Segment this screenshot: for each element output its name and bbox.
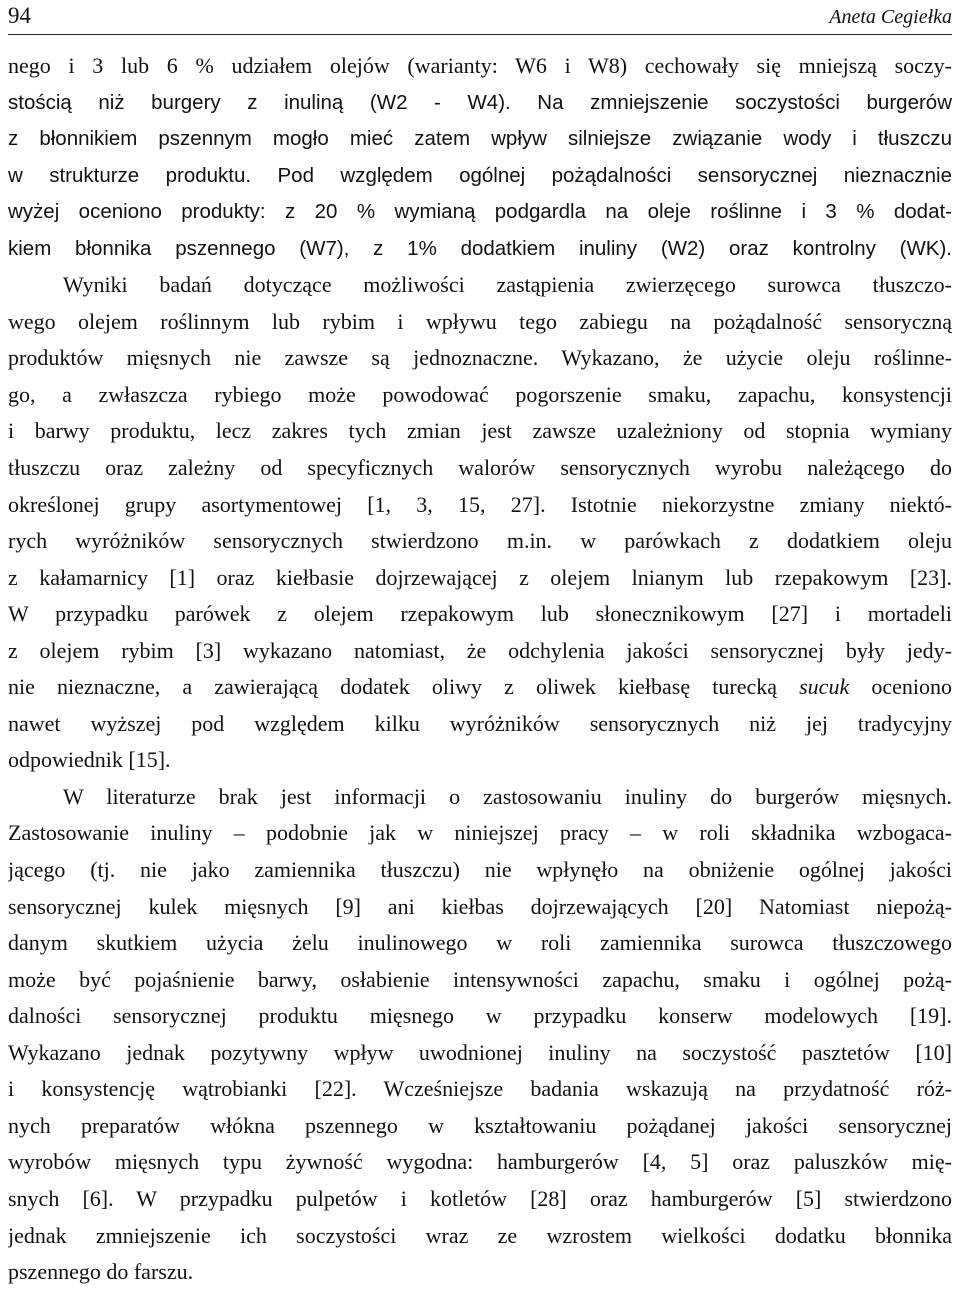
text-line: z olejem rybim [3] wykazano natomiast, że odchylenia jakości sensorycznej były jedy- (8, 637, 952, 663)
text-line: sensorycznej kulek mięsnych [9] ani kiełbas dojrzewających [20] Natomiast niepożą- (8, 893, 952, 919)
text-line: kiem błonnika pszennego (W7), z 1% dodatkiem inuliny (W2) oraz kontrolny (WK). (8, 236, 952, 260)
text-line: określonej grupy asortymentowej [1, 3, 15, 27]. Istotnie niekorzystne zmiany niektó- (8, 491, 952, 517)
text-line: tłuszczu oraz zależny od specyficznych walorów sensorycznych wyrobu należącego do (8, 455, 952, 481)
text-line: odpowiednik [15]. (8, 747, 171, 773)
text-line: Wyniki badań dotyczące możliwości zastąpienia zwierzęcego surowca tłuszczo- (63, 272, 952, 298)
body-text (8, 48, 952, 1291)
text-line: nie nieznaczne, a zawierającą dodatek oliwy z oliwek kiełbasę turecką sucuk oceniono (8, 674, 952, 700)
text-line: W przypadku parówek z olejem rzepakowym lub słonecznikowym [27] i mortadeli (8, 601, 952, 627)
text-line: wyrobów mięsnych typu żywność wygodna: hamburgerów [4, 5] oraz paluszków mię- (8, 1149, 952, 1175)
text-line: jednak zmniejszenie ich soczystości wraz ze wzrostem wielkości dodatku błonnika (8, 1222, 952, 1248)
text-line: snych [6]. W przypadku pulpetów i kotletów [28] oraz hamburgerów [5] stwierdzono (8, 1185, 952, 1211)
text-line: wyżej oceniono produkty: z 20 % wymianą podgardla na oleje roślinne i 3 % dodat- (8, 200, 952, 224)
text-line: rych wyróżników sensorycznych stwierdzono m.in. w parówkach z dodatkiem oleju (8, 528, 952, 554)
text-line: wego olejem roślinnym lub rybim i wpływu tego zabiegu na pożądalność sensoryczną (8, 308, 952, 334)
text-line: Zastosowanie inuliny – podobnie jak w niniejszej pracy – w roli składnika wzbogaca- (8, 820, 952, 846)
text-line: może być pojaśnienie barwy, osłabienie intensywności zapachu, smaku i ogólnej pożą- (8, 966, 952, 992)
text-line: nego i 3 lub 6 % udziałem olejów (warianty: W6 i W8) cechowały się mniejszą soczy- (8, 53, 952, 78)
text-line: W literaturze brak jest informacji o zastosowaniu inuliny do burgerów mięsnych. (63, 783, 952, 809)
text-line: nych preparatów włókna pszennego w kształtowaniu pożądanej jakości sensorycznej (8, 1112, 952, 1138)
text-line: jącego (tj. nie jako zamiennika tłuszczu) nie wpłynęło na obniżenie ogólnej jakości (8, 857, 952, 883)
text-line: danym skutkiem użycia żelu inulinowego w roli zamiennika surowca tłuszczowego (8, 930, 952, 956)
text-line: dalności sensorycznej produktu mięsnego w przypadku konserw modelowych [19]. (8, 1003, 952, 1029)
text-line: w strukturze produktu. Pod względem ogólnej pożądalności sensorycznej nieznacznie (8, 163, 952, 187)
text-line: z błonnikiem pszennym mogło mieć zatem wpływ silniejsze związanie wody i tłuszczu (8, 127, 952, 151)
text-line: go, a zwłaszcza rybiego może powodować pogorszenie smaku, zapachu, konsystencji (8, 381, 952, 407)
text-line: stością niż burgery z inuliną (W2 - W4). Na zmniejszenie soczystości burgerów (8, 90, 952, 114)
text-line: produktów mięsnych nie zawsze są jednoznaczne. Wykazano, że użycie oleju roślinne- (8, 345, 952, 371)
text-line: Wykazano jednak pozytywny wpływ uwodnionej inuliny na soczystość pasztetów [10] (8, 1039, 952, 1065)
text-line: z kałamarnicy [1] oraz kiełbasie dojrzewającej z olejem lnianym lub rzepakowym [23]. (8, 564, 952, 590)
running-head-author: Aneta Cegiełka (829, 6, 952, 28)
text-line: i konsystencję wątrobianki [22]. Wcześniejsze badania wskazują na przydatność róż- (8, 1076, 952, 1102)
italic-term: sucuk (799, 674, 850, 700)
text-line: pszennego do farszu. (8, 1259, 194, 1285)
page-header (8, 0, 952, 35)
text-line: i barwy produktu, lecz zakres tych zmian jest zawsze uzależniony od stopnia wymiany (8, 418, 952, 444)
text-line: nawet wyższej pod względem kilku wyróżników sensorycznych niż jej tradycyjny (8, 710, 952, 736)
page-number: 94 (8, 3, 31, 28)
